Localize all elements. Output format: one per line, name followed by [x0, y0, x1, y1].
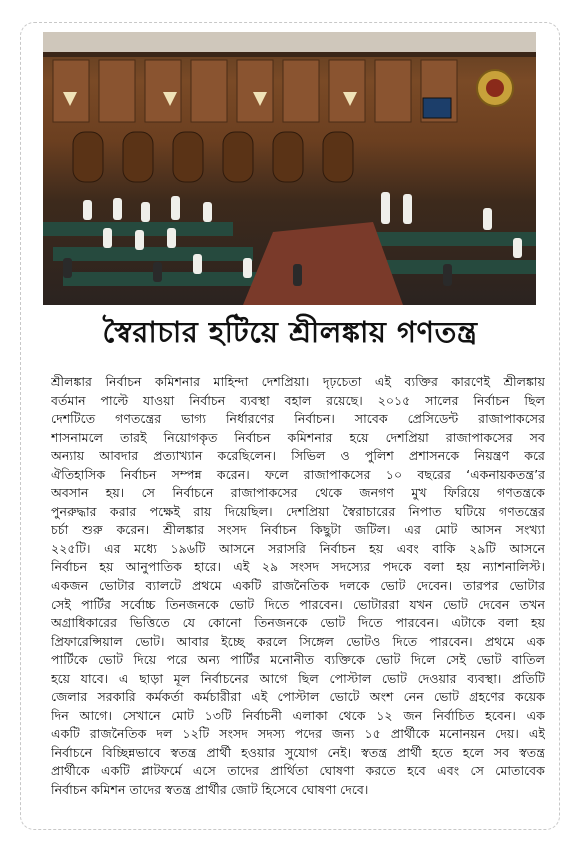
body-line-22: প্রার্থীকে একটি প্লাটফর্মে এসে তাদের প্রার্থিতা ঘোষণা করতে হবে এবং সে মোতাবেক	[51, 763, 545, 779]
body-line-2: বর্তমান পাল্টে যাওয়া নির্বাচন ব্যবস্থা বহাল রয়েছে। ২০১৫ সালের নির্বাচন ছিল	[51, 392, 545, 408]
body-line-21: নির্বাচনে বিচ্ছিন্নভাবে স্বতন্ত্র প্রার্থী হওয়ার সুযোগ নেই। স্বতন্ত্র প্রার্থী হতে হলে সব স্বতন্ত্র	[51, 744, 545, 760]
parliament-chamber-photo	[43, 32, 536, 305]
body-line-7: অবসান হয়। সে নির্বাচনে রাজাপাকসের থেকে জনগণ মুখ ফিরিয়ে গণতন্ত্রকে	[51, 485, 545, 501]
body-line-20: একটি রাজনৈতিক দল ১২টি সংসদ সদস্য পদের জন্য ১৫ প্রার্থীকে মনোনয়ন দেয়। এই	[51, 726, 545, 742]
body-line-6: ঐতিহাসিক নির্বাচন সম্পন্ন করেন। ফলে রাজাপাকসের ১০ বছরের ‘একনায়কতন্ত্র’র	[51, 466, 545, 482]
body-line-14: অগ্রাধিকারের ভিত্তিতে যে কোনো তিনজনকে ভোট দিতে পারবেন। এটাকে বলা হয়	[51, 615, 545, 631]
body-line-8: পুনরুদ্ধার করার পক্ষেই রায় দিয়েছিল। দেশপ্রিয়া স্বৈরাচারের নিপাত ঘটিয়ে গণতন্ত্রের	[51, 503, 545, 519]
body-line-11: নির্বাচন হয় আনুপাতিক হারে। এই ২৯ সংসদ সদস্যের পদকে বলা হয় ন্যাশনালিস্ট।	[51, 559, 545, 575]
body-line-23: নির্বাচন কমিশন তাদের স্বতন্ত্র প্রার্থীর জোট হিসেবে ঘোষণা দেবে।	[51, 782, 369, 798]
body-line-5: অন্যায় আবদার প্রত্যাখ্যান করেছিলেন। সিভিল ও পুলিশ প্রশাসনকে নিয়ন্ত্রণ করে	[51, 448, 545, 464]
article-headline: স্বৈরাচার হটিয়ে শ্রীলঙ্কায় গণতন্ত্র	[102, 315, 478, 349]
body-line-12: একজন ভোটার ব্যালটে প্রথমে একটি রাজনৈতিক দলকে ভোট দেবেন। তারপর ভোটার	[51, 578, 545, 594]
body-line-4: শাসনামলে তারই নিয়োগকৃত নির্বাচন কমিশনার হয়ে দেশপ্রিয়া রাজাপাকসের সব	[51, 429, 545, 445]
body-line-16: পার্টিকে ভোট দিয়ে পরে অন্য পার্টির মনোনীত ব্যক্তিকে ভোট দিলে সেই ভোট বাতিল	[51, 652, 545, 668]
body-line-19: দিন আগে। সেখানে মোট ১৩টি নির্বাচনী এলাকা থেকে ১২ জন নির্বাচিত হবেন। এক	[51, 707, 545, 723]
article-body	[51, 373, 545, 800]
body-line-18: জেলার সরকারি কর্মকর্তা কর্মচারীরা এই পোস্টাল ভোটে অংশ নেন ভোট গ্রহণের কয়েক	[51, 689, 545, 705]
body-line-13: সেই পার্টির সর্বোচ্চ তিনজনকে ভোট দিতে পারবেন। ভোটাররা যখন ভোট দেবেন তখন	[51, 596, 545, 612]
body-line-3: দেশটিতে গণতন্ত্রের ভাগ্য নির্ধারণের নির্বাচন। সাবেক প্রেসিডেন্ট রাজাপাকসের	[51, 411, 545, 427]
body-line-9: চর্চা শুরু করেন। শ্রীলঙ্কার সংসদ নির্বাচন কিছুটা জটিল। এর মোট আসন সংখ্যা	[51, 522, 545, 538]
body-line-1: শ্রীলঙ্কার নির্বাচন কমিশনার মাহিন্দা দেশপ্রিয়া। দৃঢ়চেতা এই ব্যক্তির কারণেই শ্রীলঙ্কায়	[51, 374, 545, 389]
photo-illustration	[43, 32, 536, 305]
body-line-17: হয়ে যাবে। এ ছাড়া মূল নির্বাচনের আগে ছিল পোস্টাল ভোট দেওয়ার ব্যবস্থা। প্রতিটি	[51, 670, 545, 686]
body-line-10: ২২৫টি। এর মধ্যে ১৯৬টি আসনে সরাসরি নির্বাচন হয় এবং বাকি ২৯টি আসনে	[51, 540, 545, 556]
body-line-15: প্রিফারেন্সিয়াল ভোট। আবার ইচ্ছে করলে সিঙ্গেল ভোটও দিতে পারবেন। প্রথমে এক	[51, 633, 545, 649]
